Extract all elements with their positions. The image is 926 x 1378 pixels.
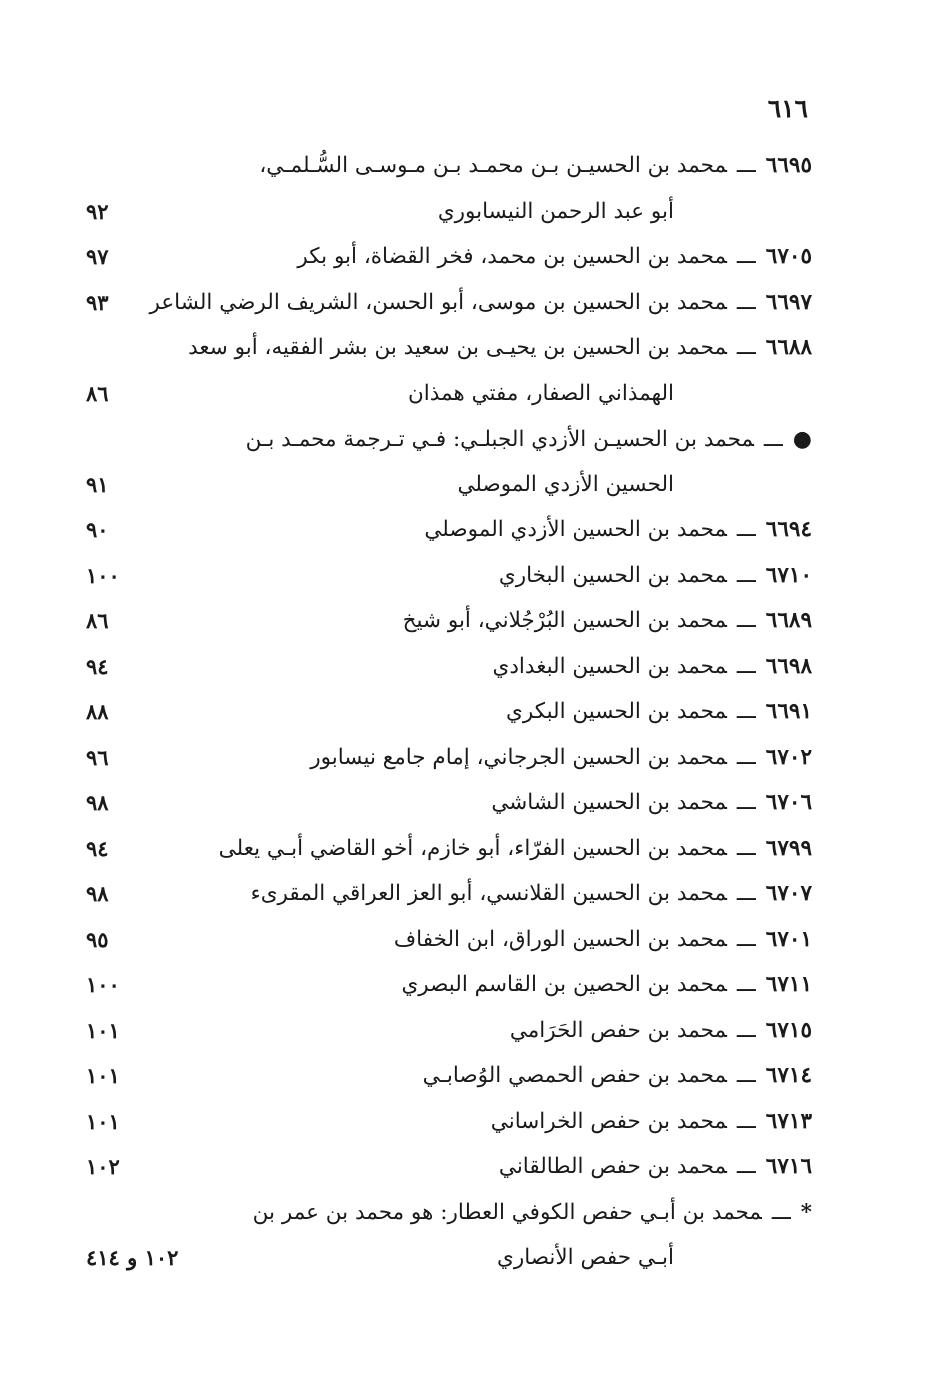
entry-dash: ـــ	[736, 654, 756, 679]
index-entry	[0, 417, 926, 461]
entry-page-ref: ٨٦	[86, 381, 109, 406]
entry-dash: ـــ	[736, 563, 756, 588]
entry-text-line	[297, 241, 812, 273]
entry-name: محمد بن الحسين الفرّاء، أبو خازم، أخو القاضي أبـي يعلى	[218, 836, 727, 861]
index-entry	[0, 554, 926, 598]
entry-text-line	[491, 1106, 812, 1138]
entry-marker: ٦٧١٤	[765, 1063, 812, 1088]
entry-text-line	[403, 605, 812, 637]
entry-text-line	[259, 150, 812, 182]
entry-name: محمد بن الحسين البغدادي	[492, 654, 727, 679]
entry-dash: ـــ	[736, 1154, 756, 1179]
entry-marker: ٦٦٩٧	[765, 290, 812, 315]
entry-dash: ـــ	[736, 972, 756, 997]
entry-name: محمد بن حفص الحَرَامي	[509, 1018, 727, 1043]
entry-dash: ـــ	[736, 1063, 756, 1088]
entry-page-ref: ١٠١	[86, 1109, 120, 1134]
entry-name: محمد بن الحسين الجرجاني، إمام جامع نيسابور	[310, 745, 727, 770]
entry-text-line	[188, 332, 812, 364]
entry-page-ref: ٩٠	[86, 517, 109, 542]
entry-name: محمد بن الحسين البكري	[506, 699, 727, 724]
entry-text-line	[424, 514, 812, 546]
entry-name: محمد بن حفص الخراساني	[490, 1109, 727, 1134]
entry-dash: ـــ	[736, 836, 756, 861]
entry-name: محمد بن الحسيـن بـن محمـد بـن مـوسـى السُّـلمـي،	[259, 153, 727, 178]
index-entry	[0, 144, 926, 188]
entry-name: محمد بن الحسين الوراق، ابن الخفاف	[393, 927, 727, 952]
entry-marker: ٦٦٩١	[765, 699, 812, 724]
entry-name: محمد بن الحسين الشاشي	[491, 790, 727, 815]
entry-page-ref: ١٠١	[86, 1063, 120, 1088]
entry-dash: ـــ	[736, 290, 756, 315]
entry-marker: ٦٧١٣	[765, 1109, 812, 1134]
index-entry	[0, 235, 926, 279]
entry-name: محمد بن حفص الطالقاني	[498, 1154, 727, 1179]
entry-marker: ٦٧٠٥	[765, 244, 812, 269]
entry-marker: ●	[792, 426, 812, 452]
entry-dash: ـــ	[736, 153, 756, 178]
entry-dash: ـــ	[736, 745, 756, 770]
index-entry	[0, 872, 926, 916]
index-entry	[0, 963, 926, 1007]
entry-page-ref: ١٠١	[86, 1018, 120, 1043]
entry-dash: ـــ	[736, 927, 756, 952]
entry-marker: ٦٧٠٧	[765, 881, 812, 906]
entry-text-line	[497, 1242, 674, 1274]
entry-name: محمد بن الحسين بن يحيـى بن سعيد بن بشر الفقيه، أبو سعد	[188, 335, 727, 360]
index-entry	[0, 1100, 926, 1144]
entry-text-line	[246, 423, 812, 456]
index-entry	[0, 1145, 926, 1189]
entry-name: محمد بن أبـي حفص الكوفي العطار: هو محمد بن عمر بن	[252, 1200, 762, 1225]
entry-text-line	[499, 560, 812, 592]
entry-dash: ـــ	[736, 608, 756, 633]
index-entry	[0, 1054, 926, 1098]
entry-name: محمد بن الحسيـن الأزدي الجبلـي: فـي تـرجمة محمـد بـن	[245, 427, 754, 452]
entry-text-line	[438, 196, 674, 228]
entry-name: محمد بن الحصين بن القاسم البصري	[401, 972, 727, 997]
entry-dash: ـــ	[736, 517, 756, 542]
entry-text-line	[510, 1015, 812, 1047]
entry-name: محمد بن الحسين البخاري	[498, 563, 727, 588]
page-number: ٦١٦	[767, 94, 808, 123]
entry-marker: ٦٧٠٢	[765, 745, 812, 770]
entry-dash: ـــ	[736, 1018, 756, 1043]
entry-page-ref: ٩٧	[86, 244, 109, 269]
entry-dash: ـــ	[736, 699, 756, 724]
index-entry	[0, 781, 926, 825]
index-entry	[0, 1236, 926, 1280]
index-entry	[0, 281, 926, 325]
entry-text-line	[251, 878, 812, 910]
entry-marker: ٦٦٨٩	[765, 608, 812, 633]
entry-text-line	[493, 651, 812, 683]
entry-name: الحسين الأزدي الموصلي	[457, 472, 674, 497]
entry-text-line	[394, 924, 812, 956]
index-entry	[0, 508, 926, 552]
entry-page-ref: ٨٦	[86, 608, 109, 633]
index-entry	[0, 463, 926, 507]
entry-dash: ـــ	[736, 1109, 756, 1134]
entry-text-line	[506, 696, 812, 728]
entry-marker: ٦٧١٥	[765, 1018, 812, 1043]
entry-name: الهمذاني الصفار، مفتي همذان	[407, 381, 674, 406]
entry-marker: ٦٦٩٥	[765, 153, 812, 178]
entry-name: أبو عبد الرحمن النيسابوري	[437, 199, 674, 224]
entry-text-line	[401, 969, 812, 1001]
entry-name: محمد بن حفص الحمصي الوُصابـي	[422, 1063, 727, 1088]
entry-text-line	[253, 1197, 812, 1229]
entry-page-ref: ٩٦	[86, 745, 109, 770]
entry-marker: ٦٧١١	[765, 972, 812, 997]
entry-text-line	[458, 469, 674, 501]
entry-text-line	[491, 787, 812, 819]
entry-text-line	[423, 1060, 812, 1092]
index-entry	[0, 827, 926, 871]
entry-page-ref: ١٠٠	[86, 972, 120, 997]
index-entry	[0, 1009, 926, 1053]
entry-dash: ـــ	[736, 881, 756, 906]
entry-marker: *	[800, 1200, 812, 1225]
entry-dash: ـــ	[763, 427, 783, 452]
entry-dash: ـــ	[736, 244, 756, 269]
index-entry	[0, 326, 926, 370]
entry-name: محمد بن الحسين بن موسى، أبو الحسن، الشريف الرضي الشاعر	[149, 290, 727, 315]
entry-page-ref: ١٠٢ و ٤١٤	[86, 1245, 179, 1270]
entry-text-line	[499, 1151, 812, 1183]
index-entry	[0, 372, 926, 416]
entry-text-line	[219, 833, 812, 865]
entry-name: محمد بن الحسين البُرْجُلاني، أبو شيخ	[402, 608, 727, 633]
entry-marker: ٦٦٨٨	[765, 335, 812, 360]
entry-name: أبـي حفص الأنصاري	[497, 1245, 674, 1270]
entry-marker: ٦٦٩٨	[765, 654, 812, 679]
entry-text-line	[149, 287, 812, 319]
entry-page-ref: ١٠٠	[86, 563, 120, 588]
entry-page-ref: ٨٨	[86, 699, 109, 724]
entry-page-ref: ١٠٢	[86, 1154, 120, 1179]
index-entry	[0, 736, 926, 780]
entry-marker: ٦٦٩٤	[765, 517, 812, 542]
entry-page-ref: ٩٨	[86, 790, 109, 815]
entry-text-line	[408, 378, 674, 410]
entry-page-ref: ٩٥	[86, 927, 109, 952]
index-entry	[0, 1191, 926, 1235]
index-entry	[0, 645, 926, 689]
entry-page-ref: ٩٤	[86, 654, 109, 679]
entry-page-ref: ٩٨	[86, 881, 109, 906]
entry-dash: ـــ	[736, 790, 756, 815]
entry-marker: ٦٧١٠	[765, 563, 812, 588]
entry-name: محمد بن الحسين الأزدي الموصلي	[424, 517, 727, 542]
index-entry	[0, 690, 926, 734]
entry-marker: ٦٧١٦	[765, 1154, 812, 1179]
entry-dash: ـــ	[771, 1200, 791, 1225]
entry-name: محمد بن الحسين بن محمد، فخر القضاة، أبو بكر	[297, 244, 727, 269]
index-entry	[0, 190, 926, 234]
entry-name: محمد بن الحسين القلانسي، أبو العز العراقي المقرىء	[250, 881, 727, 906]
entry-marker: ٦٧٠٦	[765, 790, 812, 815]
entry-dash: ـــ	[736, 335, 756, 360]
entry-page-ref: ٩١	[86, 472, 109, 497]
index-entry	[0, 918, 926, 962]
entry-page-ref: ٩٢	[86, 199, 109, 224]
entry-page-ref: ٩٣	[86, 290, 109, 315]
entry-marker: ٦٧٠١	[765, 927, 812, 952]
entry-text-line	[310, 742, 812, 774]
entry-marker: ٦٧٩٩	[765, 836, 812, 861]
entry-page-ref: ٩٤	[86, 836, 109, 861]
index-entry	[0, 599, 926, 643]
